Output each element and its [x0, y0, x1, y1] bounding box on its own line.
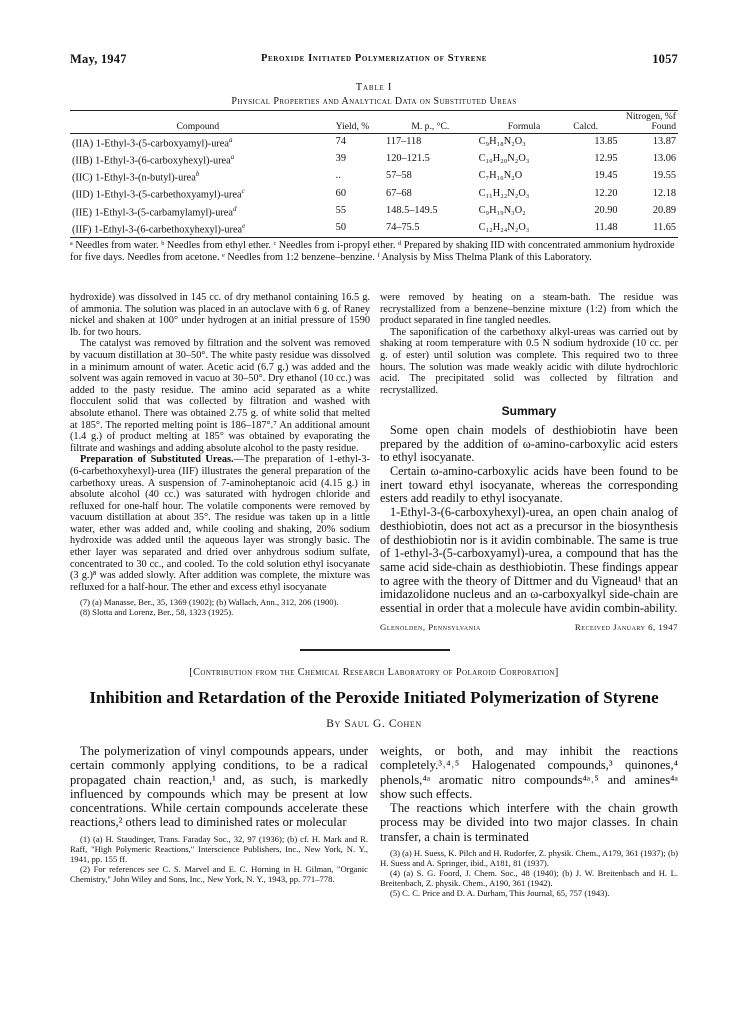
lower-left-column [70, 744, 368, 884]
received-date: Received January 6, 1947 [574, 621, 678, 632]
cell-formula: C₁₀H₂₀N₂O₃ [478, 153, 530, 165]
footnote-marker: d [232, 204, 237, 213]
table-title: Physical Properties and Analytical Data on Substituted Ureas [231, 96, 517, 107]
cell-yield: 74 [335, 136, 346, 148]
summary-paragraph: Some open chain models of desthiobiotin have been prepared by the addition of ω-amino-carboxylic acid esters to ethyl isocyanate. [380, 422, 678, 465]
footnote-marker: c [241, 187, 245, 196]
cell-yield: 60 [335, 187, 346, 199]
table-row [70, 151, 678, 168]
table-row [70, 220, 678, 238]
cell-found: 11.65 [620, 220, 678, 238]
signoff [380, 622, 678, 634]
footnote-marker: a [230, 153, 235, 162]
table-label: Table I [355, 82, 393, 93]
table-row [70, 134, 678, 152]
cell-formula: C₉H₁₈N₂O₃ [478, 136, 526, 148]
compound-name: (IIE) 1-Ethyl-3-(5-carbamylamyl)-urea [72, 206, 233, 218]
footnotes [70, 597, 370, 617]
cell-calcd: 20.90 [594, 204, 618, 216]
cell-compound [70, 203, 326, 220]
summary-paragraph: Certain ω-amino-carboxylic acids have been found to be inert toward ethyl isocyanate, whereas the corresponding esters add readily to ethyl isocyanate. [380, 464, 678, 506]
table-footnotes: ᵃ Needles from water. ᵇ Needles from ethyl ether. ᶜ Needles from i-propyl ether. ᵈ Prepared by shaking IID with concentrated ammonium hydroxide for five days. Needles from acetone. ᵉ Needles from 1:2 benzene–benzine. ᶠ Analysis by Miss Thelma Plank of this Laboratory. [70, 239, 675, 263]
cell-found: 20.89 [652, 204, 676, 216]
footnote-4: (4) (a) S. G. Foord, J. Chem. Soc., 48 (1940); (b) J. W. Breitenbach and H. L. Breitenbach, Z. physik. Chem., A190, 361 (1942). [380, 868, 678, 889]
cell-found: 12.18 [652, 187, 676, 199]
footnotes [70, 834, 368, 884]
footnote-marker: a [228, 136, 233, 144]
header-compound: Compound [70, 111, 326, 134]
cell-formula: C₉H₁₉N₃O₂ [478, 204, 526, 216]
contribution-line: [Contribution from the Chemical Research Laboratory of Polaroid Corporation] [189, 667, 559, 678]
footnote-marker: e [242, 221, 246, 230]
paragraph: were removed by heating on a steam-bath. The residue was recrystallized from a benzene–benzine mixture (1:2) from which the product separated in fine tangled needles. [380, 292, 678, 327]
cell-calcd: 12.95 [594, 153, 618, 165]
cell-compound [70, 134, 326, 152]
cell-calcd: 11.48 [571, 220, 619, 238]
compound-name: (IIB) 1-Ethyl-3-(6-carboxyhexyl)-urea [72, 155, 231, 167]
table-body [70, 134, 678, 238]
paragraph: The reactions which interfere with the chain growth process may be divided into two major classes. In chain transfer, a chain is terminated [380, 801, 678, 844]
compound-name: (IIC) 1-Ethyl-3-(n-butyl)-urea [72, 172, 196, 184]
header-nitrogen-sub [573, 122, 676, 132]
cell-calcd: 12.20 [594, 187, 618, 199]
compound-name: (IID) 1-Ethyl-3-(5-carbethoxyamyl)-urea [72, 189, 242, 201]
cell-found: 13.87 [652, 136, 676, 148]
cell-found: 19.55 [652, 170, 676, 182]
author-byline: By Saul G. Cohen [326, 718, 422, 730]
cell-mp: 57–58 [386, 170, 412, 182]
cell-yield: .. [335, 170, 341, 182]
cell-mp: 74–75.5 [384, 220, 477, 238]
footnote-5: (5) C. C. Price and D. A. Durham, This Journal, 65, 757 (1943). [390, 888, 610, 899]
cell-mp: 117–118 [386, 136, 422, 148]
table-1 [70, 82, 678, 264]
location: Glenolden, Pennsylvania [380, 621, 481, 632]
paragraph: The catalyst was removed by filtration and the solvent was removed by vacuum distillation at 30–50°. The white pasty residue was dissolved in a minimum amount of water. Acetic acid (6.7 g.) was added and the solvent was again removed in vacuo at 30–50°. Dry ethanol (10 cc.) was added to the pasty residue. The amino acid separated as a white flocculent solid that was collected by filtration and washed with absolute ethanol. There was obtained 2.75 g. of white solid that melted at 185°. The reported melting point is 186–187°.⁷ An additional amount (1.4 g.) of product melting at 185° was obtained by evaporating the filtrate and washings and adding absolute alcohol to the pasty residue. [70, 338, 370, 454]
page-number: 1057 [652, 52, 678, 66]
cell-compound [70, 220, 326, 238]
cell-mp: 67–68 [386, 187, 412, 199]
data-table [70, 110, 678, 238]
footnotes [380, 848, 678, 898]
cell-compound [70, 185, 326, 202]
footnote-2: (2) For references see C. S. Marvel and E. C. Horning in H. Gilman, "Organic Chemistry," John Wiley and Sons, Inc., New York, N. Y., 1943, pp. 771–778. [70, 863, 368, 884]
cell-found: 13.06 [652, 153, 676, 165]
header-mp: M. p., °C. [384, 111, 477, 134]
paragraph: weights, or both, and may inhibit the reactions completely.³˒⁴˒⁵ Halogenated compounds,³ quinones,⁴ phenols,⁴ᵃ aromatic nitro compounds⁴ᵃ˒⁵ and amines⁴ᵃ show such effects. [380, 744, 678, 801]
header-calcd: Calcd. [573, 121, 599, 132]
footnote-marker: b [195, 170, 200, 179]
cell-yield: 50 [326, 220, 384, 238]
cell-compound [70, 151, 326, 168]
compound-name: (IIF) 1-Ethyl-3-(6-carbethoxyhexyl)-urea [72, 224, 243, 236]
table-row [70, 168, 678, 185]
header-yield: Yield, % [326, 111, 384, 134]
cell-mp: 120–121.5 [386, 153, 430, 165]
paragraph: The polymerization of vinyl compounds appears, under certain commonly applying conditions, to be a radical propagated chain reaction,¹ and, as such, is markedly influenced by compounds which may be present at low concentrations. While certain compounds accelerate these reactions,² others lead to diminished rates or molecular [70, 744, 368, 830]
header-found: Found [651, 121, 676, 132]
upper-right-column [380, 292, 678, 633]
cell-calcd: 13.85 [594, 136, 618, 148]
cell-formula: C₁₁H₂₂N₂O₃ [478, 187, 530, 199]
article-title: Inhibition and Retardation of the Peroxide Initiated Polymerization of Styrene [89, 688, 659, 707]
summary-paragraph: 1-Ethyl-3-(6-carboxyhexyl)-urea, an open chain analog of desthiobiotin, does not act as a precursor in the biosynthesis of desthiobiotin nor is it avidin combinable. The same is true of 1-ethyl-3-(5-carboxyamyl)-urea, a compound that has the same acid side-chain as desthiobiotin. These findings appear to agree with the theory of Dittmer and du Vigneaud¹ that an imidazolidone nucleus and an ω-carboxyalkyl side-chain are essential in order that a molecule have avidin combin-ability. [380, 505, 678, 616]
paragraph: hydroxide) was dissolved in 145 cc. of dry methanol containing 16.5 g. of ammonia. The solution was placed in an autoclave with 6 g. of Raney nickel and shaken at 100° under hydrogen at an initial pressure of 1590 lb. for two hours. [70, 292, 370, 338]
header-nitrogen [571, 111, 678, 134]
lower-right-column [380, 744, 678, 898]
cell-formula: C₇H₁₆N₂O [478, 170, 523, 182]
running-header [70, 52, 678, 72]
paragraph [70, 454, 370, 593]
paragraph-text: —The preparation of 1-ethyl-3-(6-carbethoxyhexyl)-urea (IIF) illustrates the general preparation of the carbethoxy ureas. A suspension of 7-aminoheptanoic acid (4.15 g.) in absolute alcohol (40 cc.) was saturated with hydrogen chloride and refluxed for one-half hour. The volatile components were removed by vacuum distillation at about 35°. The residue was taken up in a little water, ether was added and, while cooling and shaking, 20% sodium hydroxide was added until the aqueous layer was strongly basic. The ether layer was separated and dried over anhydrous sodium sulfate, concentrated to 30 cc., and cooled. To the cold solution ethyl isocyanate (3 g.)⁸ was added slowly. After addition was complete, the mixture was refluxed for a half-hour. The ether and excess ethyl isocyanate [70, 454, 370, 593]
paragraph: The saponification of the carbethoxy alkyl-ureas was carried out by shaking at room temperature with 0.5 N sodium hydroxide (10 cc. per g. of ester) until solution was complete. This required two to three hours. The solution was made weakly acidic with dilute hydrochloric acid. The precipitated solid was collected by filtration and recrystallized. [380, 326, 678, 396]
footnote-3: (3) (a) H. Suess, K. Pilch and H. Rudorfer, Z. physik. Chem., A179, 361 (1937); (b) H. Suess and A. Springer, ibid., A181, 81 (1937). [380, 848, 678, 869]
header-nitrogen-label: Nitrogen, %f [625, 111, 676, 122]
section-divider [300, 649, 450, 651]
table-row [70, 203, 678, 220]
footnote-1: (1) (a) H. Staudinger, Trans. Faraday Soc., 32, 97 (1936); (b) cf. H. Mark and R. Raff, "High Polymeric Reactions," Interscience Publishers, Inc., New York, N. Y., 1941, pp. 155 ff. [70, 833, 368, 864]
cell-yield: 55 [335, 204, 346, 216]
running-title: Peroxide Initiated Polymerization of Styrene [261, 53, 487, 64]
cell-calcd: 19.45 [594, 170, 618, 182]
cell-yield: 39 [335, 153, 346, 165]
table-header-row [70, 111, 678, 134]
header-formula: Formula [477, 111, 572, 134]
issue-date: May, 1947 [70, 52, 127, 66]
footnote-8: (8) Slotta and Lorenz, Ber., 58, 1323 (1925). [80, 607, 234, 618]
footnote-7: (7) (a) Manasse, Ber., 35, 1369 (1902); (b) Wallach, Ann., 312, 206 (1900). [80, 597, 339, 608]
table-row [70, 185, 678, 202]
cell-formula: C₁₂H₂₄N₂O₃ [477, 220, 572, 238]
section-run-in-head: Preparation of Substituted Ureas. [80, 454, 234, 466]
cell-mp: 148.5–149.5 [386, 204, 438, 216]
compound-name: (IIA) 1-Ethyl-3-(5-carboxyamyl)-urea [72, 138, 229, 150]
upper-left-column [70, 292, 370, 617]
cell-compound [70, 168, 326, 185]
summary-heading: Summary [501, 404, 557, 419]
